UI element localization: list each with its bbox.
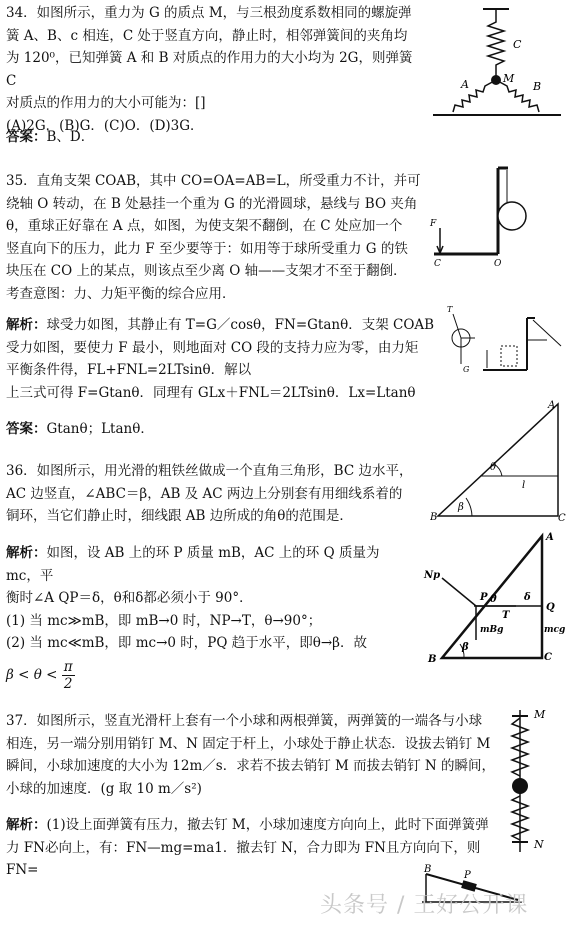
q37-analysis-line: 力 FN必向上，有：FN—mg=ma1．撤去钉 N，合力即为 FN且方向向下，则 FN= xyxy=(6,839,481,878)
q35-analysis-line: 受力如图，要使力 F 最小，则地面对 CO 段的支持力应为零，由力矩 xyxy=(6,339,419,356)
label-m: M xyxy=(503,72,515,85)
label-mbg: mBg xyxy=(480,625,504,635)
label-a: A xyxy=(546,532,554,543)
label-theta: θ xyxy=(490,594,497,605)
answer-label: 答案： xyxy=(6,129,47,145)
analysis-label: 解析： xyxy=(6,317,47,333)
q36-line: 36．如图所示，用光滑的粗铁丝做成一个直角三角形，BC 边水平， xyxy=(6,463,413,479)
label-beta: β xyxy=(458,502,464,513)
q35-line: θ，重球正好靠在 A 点，如图，为使支架不翻倒，在 C 处应加一个 xyxy=(6,218,403,234)
fraction-denominator: 2 xyxy=(63,675,73,692)
q35-answer xyxy=(6,418,154,441)
label-np: Np xyxy=(424,570,441,581)
label-mcg: mcg xyxy=(544,625,566,635)
label-p: P xyxy=(480,592,488,603)
q36-line: AC 边竖直，∠ABC＝β，AB 及 AC 两边上分别套有用细线系着的 xyxy=(6,485,403,502)
q35-line: 考查意图：力、力矩平衡的综合应用． xyxy=(6,285,236,302)
q34-question xyxy=(6,2,426,137)
label-theta: θ xyxy=(490,462,497,473)
q35-analysis xyxy=(6,314,436,404)
label-beta: β xyxy=(462,642,469,653)
q35-line: 绕轴 O 转动，在 B 处悬挂一个重为 G 的光滑圆球，悬线与 BO 夹角 xyxy=(6,195,418,212)
answer-text: B、D． xyxy=(46,129,95,145)
label-p: P xyxy=(464,870,471,881)
q35-line: 块压在 CO 上的某点，则该点至少离 O 轴——支架才不至于翻倒． xyxy=(6,263,407,279)
label-f: F xyxy=(430,219,437,229)
q36-line: 铜环，当它们静止时，细线跟 AB 边所成的角θ的范围是． xyxy=(6,508,353,524)
q36-analysis-line: (1) 当 mc≫mB，即 mB→0 时，NP→T，θ→90°； xyxy=(6,612,322,629)
q37-line: 37．如图所示，竖直光滑杆上套有一个小球和两根弹簧，两弹簧的一端各与小球 xyxy=(6,713,483,729)
q35-analysis-line: 球受力如图，其静止有 T=G／cosθ，FN=Gtanθ．支架 COAB xyxy=(46,317,435,333)
q36-analysis-line: 如图，设 AB 上的环 P 质量 mB，AC 上的环 Q 质量为 mc，平 xyxy=(6,545,380,584)
label-g: G xyxy=(463,365,470,374)
q36-analysis-line: (2) 当 mc≪mB，即 mc→0 时，PQ 趋于水平，即θ→β．故 xyxy=(6,635,367,651)
analysis-label: 解析： xyxy=(6,817,47,833)
q35-bracket-figure xyxy=(428,158,528,278)
q35-force-figure xyxy=(443,300,565,382)
q35-line: 竖直向下的压力，此力 F 至少要等于：如用等于球所受重力 G 的铁 xyxy=(6,240,408,257)
label-b: B xyxy=(424,864,432,875)
q35-analysis-line: 上三式可得 F=Gtanθ．同理有 GLx＋FNL＝2LTsinθ．Lx=Ltanθ xyxy=(6,384,416,401)
q35-line: 35．直角支架 COAB，其中 CO=OA=AB=L，所受重力不计，并可 xyxy=(6,173,421,189)
label-c: C xyxy=(513,38,522,51)
answer-label: 答案： xyxy=(6,421,47,437)
label-m: M xyxy=(534,708,546,721)
q34-line: 对质点的作用力的大小可能为：[] xyxy=(6,95,206,111)
q34-line: 34．如图所示，重力为 G 的质点 M，与三根劲度系数相同的螺旋弹 xyxy=(6,5,412,21)
q37-line: 瞬间，小球加速度的大小为 12m／s．求若不拔去销钉 M 而拔去销钉 N 的瞬间， xyxy=(6,758,495,774)
label-b: B xyxy=(430,512,438,522)
q35-question xyxy=(6,170,426,305)
q34-line: 簧 A、B、c 相连，C 处于竖直方向，静止时，相邻弹簧间的夹角均 xyxy=(6,27,408,44)
q37-line: 相连，另一端分别用销钉 M、N 固定于杆上，小球处于静止状态．设拔去销钉 M xyxy=(6,735,491,752)
label-c: C xyxy=(434,259,441,269)
q36-analysis-line: 衡时∠A QP＝δ，θ和δ都必须小于 90°． xyxy=(6,590,253,606)
q37-line: 小球的加速度．(g 取 10 m／s²) xyxy=(6,780,202,797)
label-c: C xyxy=(544,652,552,663)
label-q: Q xyxy=(546,602,555,613)
label-b: B xyxy=(533,80,542,93)
q36-result xyxy=(6,659,406,692)
q36-triangle-figure xyxy=(430,398,566,522)
q37-analysis-line: (1)设上面弹簧有压力，撤去钉 M，小球加速度方向向上，此时下面弹簧弹 xyxy=(46,817,489,833)
q34-answer xyxy=(6,126,94,149)
watermark: 头条号 / 王好公开课 xyxy=(320,893,529,918)
fraction-numerator: π xyxy=(63,658,73,675)
q34-spring-figure xyxy=(425,4,567,120)
result-fraction xyxy=(62,659,75,692)
label-t: T xyxy=(447,305,453,314)
result-inequality: β < θ < xyxy=(6,666,58,683)
q36-analysis xyxy=(6,542,406,692)
q36-question xyxy=(6,460,436,528)
q34-line: 为 120⁰，已知弹簧 A 和 B 对质点的作用力的大小均为 2G，则弹簧 C xyxy=(6,50,413,89)
label-delta: δ xyxy=(524,592,531,603)
label-n: N xyxy=(534,838,544,851)
analysis-label: 解析： xyxy=(6,545,47,561)
answer-text: Gtanθ；Ltanθ． xyxy=(46,421,154,437)
q34-options: (A)2G．(B)G．(C)O．(D)3G． xyxy=(6,117,204,134)
label-o: O xyxy=(494,259,502,269)
label-t: T xyxy=(502,610,510,621)
label-l: l xyxy=(522,480,526,491)
label-a: A xyxy=(461,78,469,91)
q37-question xyxy=(6,710,506,800)
label-a: A xyxy=(548,400,556,411)
label-b: B xyxy=(428,654,437,665)
label-c: C xyxy=(558,513,566,522)
q35-analysis-line: 平衡条件得，FL+FNL=2LTsinθ．解以 xyxy=(6,362,252,378)
q36-force-figure xyxy=(406,528,568,668)
